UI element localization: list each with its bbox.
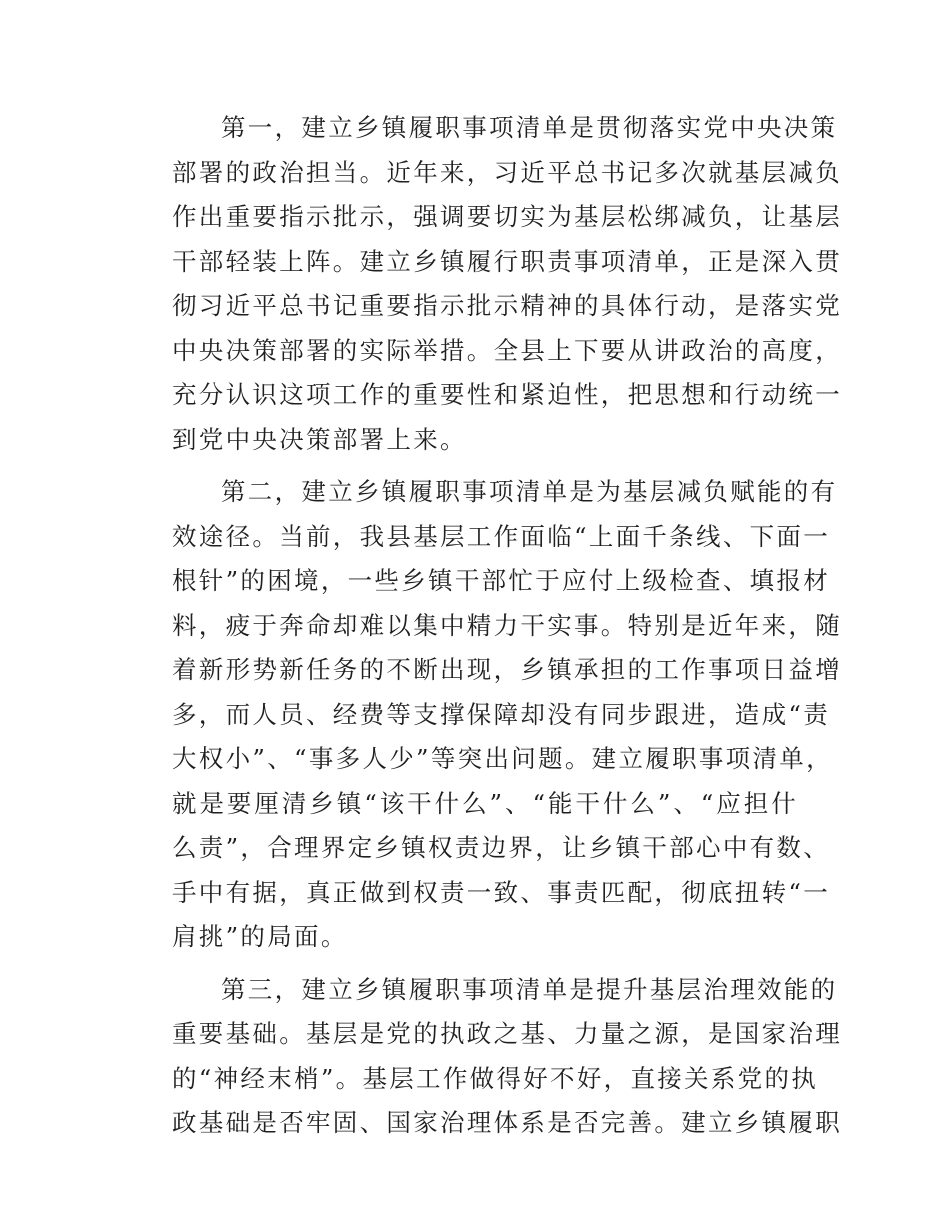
paragraph-3 (172, 968, 842, 1146)
paragraph-line: 料，疲于奔命却难以集中精力干实事。特别是近年来，随 (172, 610, 842, 640)
paragraph-2 (172, 470, 842, 960)
paragraph-line: 就是要厘清乡镇“该干什么”、“能干什么”、“应担什 (172, 788, 798, 818)
paragraph-line: 第一，建立乡镇履职事项清单是贯彻落实党中央决策 (221, 113, 838, 142)
paragraph-line: 充分认识这项工作的重要性和紧迫性，把思想和行动统一 (172, 380, 842, 409)
paragraph-line: 么责”，合理界定乡镇权责边界，让乡镇干部心中有数、 (172, 833, 831, 862)
paragraph-line: 的“神经末梢”。基层工作做得好不好，直接关系党的执 (172, 1063, 819, 1093)
paragraph-line: 多，而人员、经费等支撑保障却没有同步跟进，造成“责 (172, 699, 831, 729)
paragraph-line: 政基础是否牢固、国家治理体系是否完善。建立乡镇履职 (172, 1108, 842, 1137)
paragraph-line: 效途径。当前，我县基层工作面临“上面千条线、下面一 (172, 521, 831, 551)
paragraph-line: 第二，建立乡镇履职事项清单是为基层减负赋能的有 (221, 477, 838, 506)
paragraph-line: 重要基础。基层是党的执政之基、力量之源，是国家治理 (172, 1019, 842, 1048)
paragraph-line: 着新形势新任务的不断出现，乡镇承担的工作事项日益增 (172, 655, 842, 684)
paragraph-line: 大权小”、“事多人少”等突出问题。建立履职事项清单， (172, 744, 833, 773)
paragraph-line: 部署的政治担当。近年来，习近平总书记多次就基层减负 (172, 157, 842, 187)
paragraph-line: 根针”的困境，一些乡镇干部忙于应付上级检查、填报材 (172, 566, 831, 595)
paragraph-line: 肩挑”的局面。 (172, 922, 348, 951)
paragraph-line: 作出重要指示批示，强调要切实为基层松绑减负，让基层 (172, 202, 842, 231)
paragraph-line: 彻习近平总书记重要指示批示精神的具体行动，是落实党 (172, 291, 842, 320)
paragraph-line: 中央决策部署的实际举措。全县上下要从讲政治的高度， (172, 335, 842, 365)
paragraph-line: 干部轻装上阵。建立乡镇履行职责事项清单，正是深入贯 (172, 246, 842, 276)
paragraph-line: 第三，建立乡镇履职事项清单是提升基层治理效能的 (221, 974, 838, 1004)
paragraph-line: 到党中央决策部署上来。 (172, 424, 467, 454)
paragraph-line: 手中有据，真正做到权责一致、事责匹配，彻底扭转“一 (172, 877, 831, 907)
paragraph-1 (172, 106, 842, 462)
document-body (172, 106, 842, 1146)
